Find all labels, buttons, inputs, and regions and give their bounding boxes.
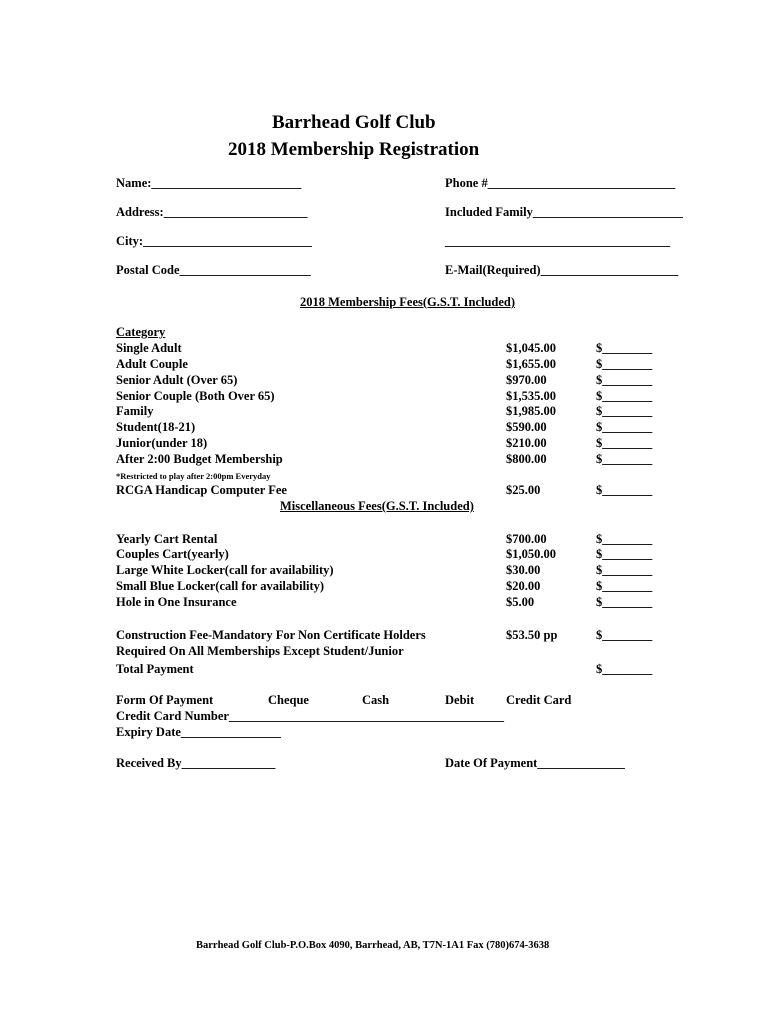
fee-row [0,532,770,548]
fee-price: $20.00 [506,579,541,593]
fee-row [0,547,770,563]
payment-option-debit[interactable]: Debit [445,693,475,707]
fee-price: $1,050.00 [506,547,556,561]
fee-amount-field[interactable]: $________ [596,547,653,561]
fee-price: $5.00 [506,595,535,609]
fee-row [0,595,770,611]
fee-price: $970.00 [506,373,547,387]
fee-row [0,579,770,595]
fee-label: Couples Cart(yearly) [116,547,229,561]
fee-label: Senior Adult (Over 65) [116,373,238,387]
fee-row [0,341,770,357]
fee-row [0,389,770,405]
phone-field[interactable]: Phone #______________________________ [445,176,676,190]
construction-fee-note: Required On All Memberships Except Student/Junior [116,644,404,658]
fee-row [0,436,770,452]
fee-label: RCGA Handicap Computer Fee [116,483,287,497]
fee-price: $25.00 [506,483,541,497]
fee-amount-field[interactable]: $________ [596,579,653,593]
expiry-date-field[interactable]: Expiry Date________________ [116,725,281,739]
rcga-fee-row [0,483,770,499]
form-of-payment-label: Form Of Payment [116,693,214,707]
fee-amount-field[interactable]: $________ [596,389,653,403]
credit-card-number-field[interactable]: Credit Card Number____________________________________________ [116,709,504,723]
fee-row [0,373,770,389]
fee-price: $590.00 [506,420,547,434]
fee-amount-field[interactable]: $________ [596,341,653,355]
fee-amount-field[interactable]: $________ [596,373,653,387]
page-subtitle: 2018 Membership Registration [228,139,480,160]
fee-amount-field[interactable]: $________ [596,436,653,450]
fee-label: Student(18-21) [116,420,196,434]
address-field[interactable]: Address:_______________________ [116,205,308,219]
fee-row [0,563,770,579]
fee-amount-field[interactable]: $________ [596,420,653,434]
fee-label: After 2:00 Budget Membership [116,452,283,466]
city-field[interactable]: City:___________________________ [116,234,312,248]
construction-fee-label: Construction Fee-Mandatory For Non Certificate Holders [116,628,426,642]
fee-price: $700.00 [506,532,547,546]
fee-price: $1,985.00 [506,404,556,418]
fee-label: Family [116,404,154,418]
payment-option-credit-card[interactable]: Credit Card [506,693,572,707]
fee-amount-field[interactable]: $________ [596,404,653,418]
fee-amount-field[interactable]: $________ [596,357,653,371]
fee-label: Hole in One Insurance [116,595,237,609]
misc-fees-heading: Miscellaneous Fees(G.S.T. Included) [280,499,474,513]
fee-price: $1,655.00 [506,357,556,371]
fee-price: $1,535.00 [506,389,556,403]
fee-label: Senior Couple (Both Over 65) [116,389,275,403]
total-payment-field[interactable]: $________ [596,662,653,676]
date-of-payment-field[interactable]: Date Of Payment______________ [445,756,625,770]
category-label: Category [116,325,166,339]
total-payment-label: Total Payment [116,662,194,676]
fee-row [0,357,770,373]
payment-option-cheque[interactable]: Cheque [268,693,309,707]
restriction-note: *Restricted to play after 2:00pm Everyday [116,471,271,481]
fee-price: $30.00 [506,563,541,577]
footer-address: Barrhead Golf Club-P.O.Box 4090, Barrhead, AB, T7N-1A1 Fax (780)674-3638 [196,940,550,951]
fee-label: Small Blue Locker(call for availability) [116,579,325,593]
page-title: Barrhead Golf Club [272,112,436,133]
fee-label: Large White Locker(call for availability) [116,563,334,577]
fee-amount-field[interactable]: $________ [596,532,653,546]
fee-label: Junior(under 18) [116,436,208,450]
name-field[interactable]: Name:________________________ [116,176,302,190]
construction-fee-price: $53.50 pp [506,628,558,642]
fee-row [0,404,770,420]
construction-fee-amount-field[interactable]: $________ [596,628,653,642]
postal-code-field[interactable]: Postal Code_____________________ [116,263,311,277]
fee-label: Yearly Cart Rental [116,532,218,546]
fee-row [0,420,770,436]
fee-amount-field[interactable]: $________ [596,452,653,466]
fee-label: Single Adult [116,341,182,355]
fee-row [0,452,770,468]
fee-amount-field[interactable]: $________ [596,595,653,609]
fee-price: $800.00 [506,452,547,466]
included-family-field[interactable]: Included Family________________________ [445,205,683,219]
received-by-field[interactable]: Received By_______________ [116,756,276,770]
fee-price: $210.00 [506,436,547,450]
email-field[interactable]: E-Mail(Required)______________________ [445,263,679,277]
payment-option-cash[interactable]: Cash [362,693,390,707]
fee-label: Adult Couple [116,357,188,371]
included-family-field-line2[interactable]: ____________________________________ [445,234,670,248]
membership-fees-heading: 2018 Membership Fees(G.S.T. Included) [300,295,516,309]
fee-price: $1,045.00 [506,341,556,355]
fee-amount-field[interactable]: $________ [596,563,653,577]
fee-amount-field[interactable]: $________ [596,483,653,497]
